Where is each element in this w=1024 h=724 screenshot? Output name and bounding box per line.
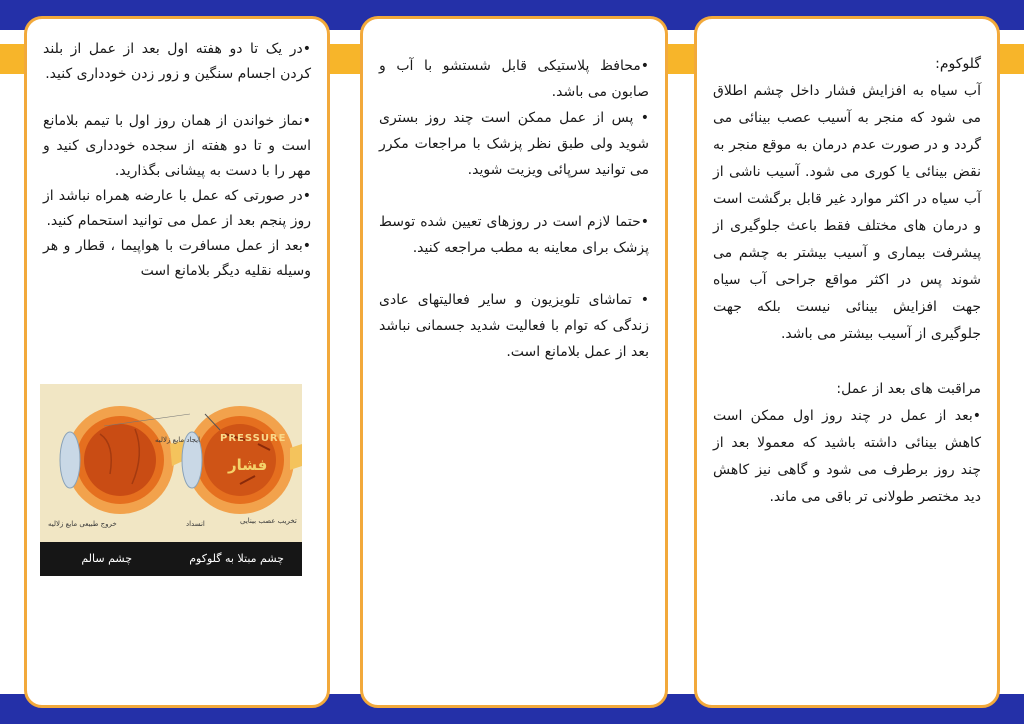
paragraph-travel: •بعد از عمل مسافرت با هواپیما ، قطار و هر وسیله نقلیه دیگر بلامانع است [43, 238, 311, 279]
label-pressure-overlay: PRESSURE [220, 433, 287, 444]
label-fluid-outflow: خروج طبیعی مایع زلالیه [48, 520, 117, 528]
paragraph-lifting: •در یک تا دو هفته اول بعد از عمل از بلند کردن اجسام سنگین و زور زدن خودداری کنید. [43, 41, 311, 82]
glaucoma-illustration [40, 384, 302, 576]
label-fluid-creation: ایجاد مایع زلالیه [155, 436, 201, 444]
glaucoma-heading: گلوکوم: [935, 56, 981, 72]
paragraph-activities: • تماشای تلویزیون و سایر فعالیتهای عادی زندگی که توام با فعالیت شدید جسمانی نباشد بعد از عمل بلامانع است. [379, 292, 649, 360]
paragraph-follow-up: •حتما لازم است در روزهای تعیین شده توسط پزشک برای معاینه به مطب مراجعه کنید. [379, 214, 649, 256]
care-heading: مراقبت های بعد از عمل: [836, 381, 981, 397]
care-text: •بعد از عمل در چند روز اول ممکن است کاهش بینائی داشته باشید که معمولا بعد از چند روز برطرف می شود و گاهی نیز کاهش دید مختصر طولانی تر باقی می ماند. [713, 408, 981, 505]
paragraph-shield: •محافظ پلاستیکی قابل شستشو با آب و صابون می باشد. [379, 58, 649, 100]
paragraph-bathing: •در صورتی که عمل با عارضه همراه نباشد از روز پنجم بعد از عمل می توانید استحمام کنید. [43, 188, 311, 229]
panel-middle [360, 16, 668, 708]
caption-glaucoma-eye: چشم مبتلا به گلوکوم [189, 552, 284, 565]
glaucoma-intro: آب سیاه به افزایش فشار داخل چشم اطلاق می شود که منجر به آسیب عصب بینائی می گردد و در صورت عدم درمان به موقع منجر به نقض بینائی یا کوری می شود. آسیب ناشی از آب سیاه در اکثر موارد غیر قابل برگشت است و درمان های مختلف فقط باعث جلوگیری از پیشرفت بیماری و آسیب بیشتر به چشم می شوند پس در اکثر مواقع جراحی آب سیاه جهت افزایش بینائی نیست بلکه جهت جلوگیری از آسیب بیشتر می باشد. [713, 83, 981, 342]
label-pressure: فشار [228, 456, 268, 474]
paragraph-hospital-stay: • پس از عمل ممکن است چند روز بستری شوید ولی طبق نظر پزشک با مراجعات مکرر می توانید سرپائی ویزیت شوید. [379, 110, 649, 178]
paragraph-prayer: •نماز خواندن از همان روز اول با تیمم بلامانع است و تا دو هفته از سجده خودداری کنید و مهر را با دست به پیشانی بگذارید. [43, 113, 311, 179]
healthy-eye-drawing [60, 406, 194, 514]
caption-healthy-eye: چشم سالم [81, 552, 132, 565]
figure-caption-bar [40, 542, 302, 576]
label-nerve-damage: تخریب عصب بینایی [240, 517, 297, 525]
panel-left [24, 16, 330, 708]
label-blockage: انسداد [186, 520, 205, 528]
panel-right [694, 16, 1000, 708]
